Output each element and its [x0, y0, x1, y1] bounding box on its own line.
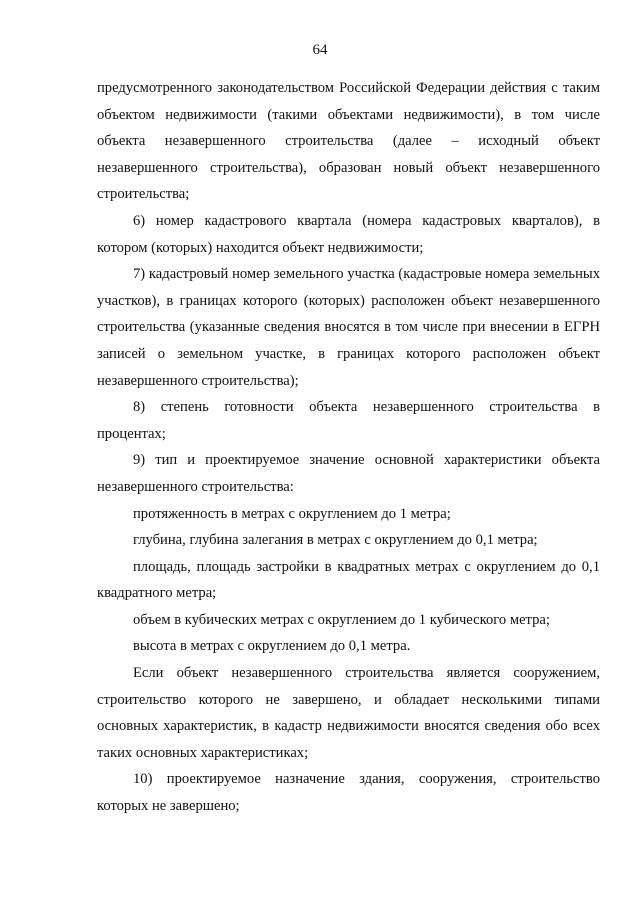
characteristic-height: высота в метрах с округлением до 0,1 метра.: [133, 638, 411, 655]
characteristic-volume: объем в кубических метрах с округлением до 1 кубического метра;: [133, 611, 550, 628]
characteristic-depth: глубина, глубина залегания в метрах с округлением до 0,1 метра;: [133, 532, 538, 549]
paragraph-item-9: 9) тип и проектируемое значение основной характеристики объекта незавершенного строительства:: [97, 452, 600, 495]
paragraph-multiple-characteristics: Если объект незавершенного строительства является сооружением, строительство которого не завершено, и обладает несколькими типами основных характеристик, в кадастр недвижимости вносятся сведения обо всех таких основных характеристиках;: [97, 665, 600, 761]
characteristic-length: протяженность в метрах с округлением до 1 метра;: [133, 505, 451, 522]
paragraph-item-7: 7) кадастровый номер земельного участка (кадастровые номера земельных участков), в границах которого (которых) расположен объект незавершенного строительства (указанные сведения вносятся в том числе при внесении в ЕГРН записей о земельном участке, в границах которого расположен объект незавершенного строительства);: [97, 266, 600, 389]
paragraph-continuation: предусмотренного законодательством Российской Федерации действия с таким объектом недвижимости (такими объектами недвижимости), в том числе объекта незавершенного строительства (далее – исходный объект незавершенного строительства), образован новый объект незавершенного строительства;: [97, 80, 600, 203]
paragraph-item-6: 6) номер кадастрового квартала (номера кадастровых кварталов), в котором (которых) находится объект недвижимости;: [97, 212, 600, 256]
paragraph-item-8: 8) степень готовности объекта незавершенного строительства в процентах;: [97, 399, 600, 442]
page-number: 64: [312, 42, 328, 58]
paragraph-item-10: 10) проектируемое назначение здания, сооружения, строительство которых не завершено;: [97, 771, 600, 815]
document-body: [97, 75, 600, 820]
characteristic-area: площадь, площадь застройки в квадратных метрах с округлением до 0,1 квадратного метра;: [97, 558, 600, 602]
